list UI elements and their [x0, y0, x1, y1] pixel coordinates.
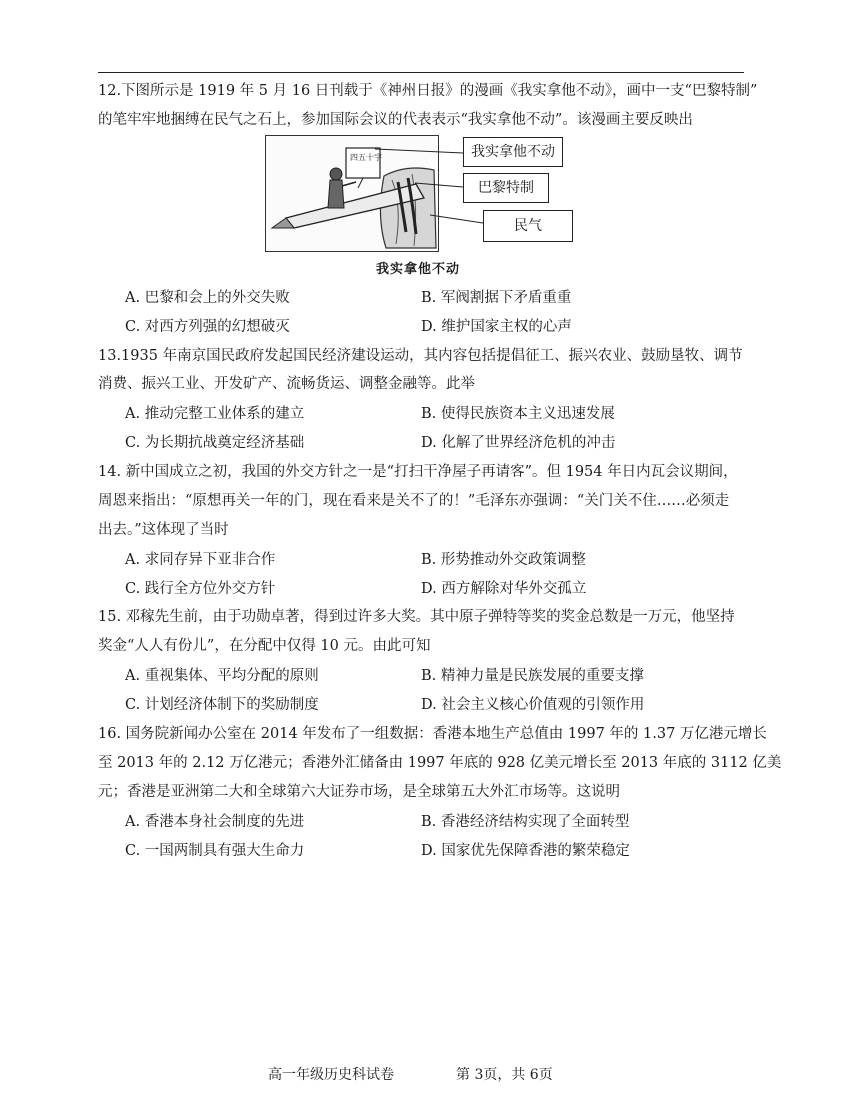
q13-option-b: B. 使得民族资本主义迅速发展	[421, 406, 615, 422]
top-divider	[98, 72, 744, 73]
q12-stem-line-2: 的笔牢牢地捆缚在民气之石上，参加国际会议的代表表示“我实拿他不动”。该漫画主要反映出	[98, 112, 693, 128]
q16-option-c: C. 一国两制具有强大生命力	[125, 843, 305, 859]
q14-option-a: A. 求同存异下亚非合作	[125, 552, 276, 568]
q16-option-b: B. 香港经济结构实现了全面转型	[421, 814, 630, 830]
q16-option-d: D. 国家优先保障香港的繁荣稳定	[421, 843, 630, 859]
q14-option-d: D. 西方解除对华外交孤立	[421, 581, 587, 597]
q16-stem-line-1: 16. 国务院新闻办公室在 2014 年发布了一组数据：香港本地生产总值由 1997 年的 1.37 万亿港元增长	[98, 726, 767, 742]
q13-stem-line-2: 消费、振兴工业、开发矿产、流畅货运、调整金融等。此举	[98, 376, 475, 392]
q16-stem-line-3: 元；香港是亚洲第二大和全球第六大证券市场，是全球第五大外汇市场等。这说明	[98, 784, 620, 800]
q13-option-c: C. 为长期抗战奠定经济基础	[125, 435, 305, 451]
q14-stem-line-3: 出去。”这体现了当时	[98, 522, 229, 538]
q15-stem-line-2: 奖金“人人有份儿”，在分配中仅得 10 元。由此可知	[98, 638, 431, 654]
label-box-wo-shi-na: 我实拿他不动	[463, 137, 563, 167]
q16-option-a: A. 香港本身社会制度的先进	[125, 814, 305, 830]
cartoon-sign-text: 四五十字	[350, 153, 382, 162]
q12-figure-caption: 我实拿他不动	[376, 262, 461, 277]
q13-stem-line-1: 13.1935 年南京国民政府发起国民经济建设运动，其内容包括提倡征工、振兴农业、鼓励垦牧、调节	[98, 348, 743, 364]
q12-option-c: C. 对西方列强的幻想破灭	[125, 319, 290, 335]
q12-option-d: D. 维护国家主权的心声	[421, 319, 572, 335]
q12-option-a: A. 巴黎和会上的外交失败	[125, 290, 290, 306]
q15-option-d: D. 社会主义核心价值观的引领作用	[421, 697, 645, 713]
q15-option-a: A. 重视集体、平均分配的原则	[125, 668, 319, 684]
q14-option-c: C. 践行全方位外交方针	[125, 581, 276, 597]
q12-option-b: B. 军阀割据下矛盾重重	[421, 290, 572, 306]
q15-stem-line-1: 15. 邓稼先生前，由于功勋卓著，得到过许多大奖。其中原子弹特等奖的奖金总数是一万元，他坚持	[98, 609, 735, 625]
q15-option-b: B. 精神力量是民族发展的重要支撑	[421, 668, 644, 684]
q13-option-d: D. 化解了世界经济危机的冲击	[421, 435, 616, 451]
footer-exam-title: 高一年级历史科试卷	[268, 1067, 394, 1083]
label-box-bali-tezhi: 巴黎特制	[463, 173, 549, 203]
q12-cartoon-figure	[265, 135, 601, 252]
q15-option-c: C. 计划经济体制下的奖励制度	[125, 697, 319, 713]
footer-page-number: 第 3页，共 6页	[456, 1067, 553, 1083]
q16-stem-line-2: 至 2013 年的 2.12 万亿港元；香港外汇储备由 1997 年底的 928 亿美元增长至 2013 年底的 3112 亿美	[98, 755, 782, 771]
q12-stem-line-1: 12.下图所示是 1919 年 5 月 16 日刊载于《神州日报》的漫画《我实拿他不动》，画中一支“巴黎特制”	[98, 83, 758, 99]
q14-option-b: B. 形势推动外交政策调整	[421, 552, 586, 568]
q13-option-a: A. 推动完整工业体系的建立	[125, 406, 305, 422]
label-box-minqi: 民气	[483, 210, 573, 242]
q14-stem-line-2: 周恩来指出：“原想再关一年的门，现在看来是关不了的！”毛泽东亦强调：“关门关不住……必须走	[98, 493, 730, 509]
q14-stem-line-1: 14. 新中国成立之初，我国的外交方针之一是“打扫干净屋子再请客”。但 1954 年日内瓦会议期间，	[98, 464, 738, 480]
